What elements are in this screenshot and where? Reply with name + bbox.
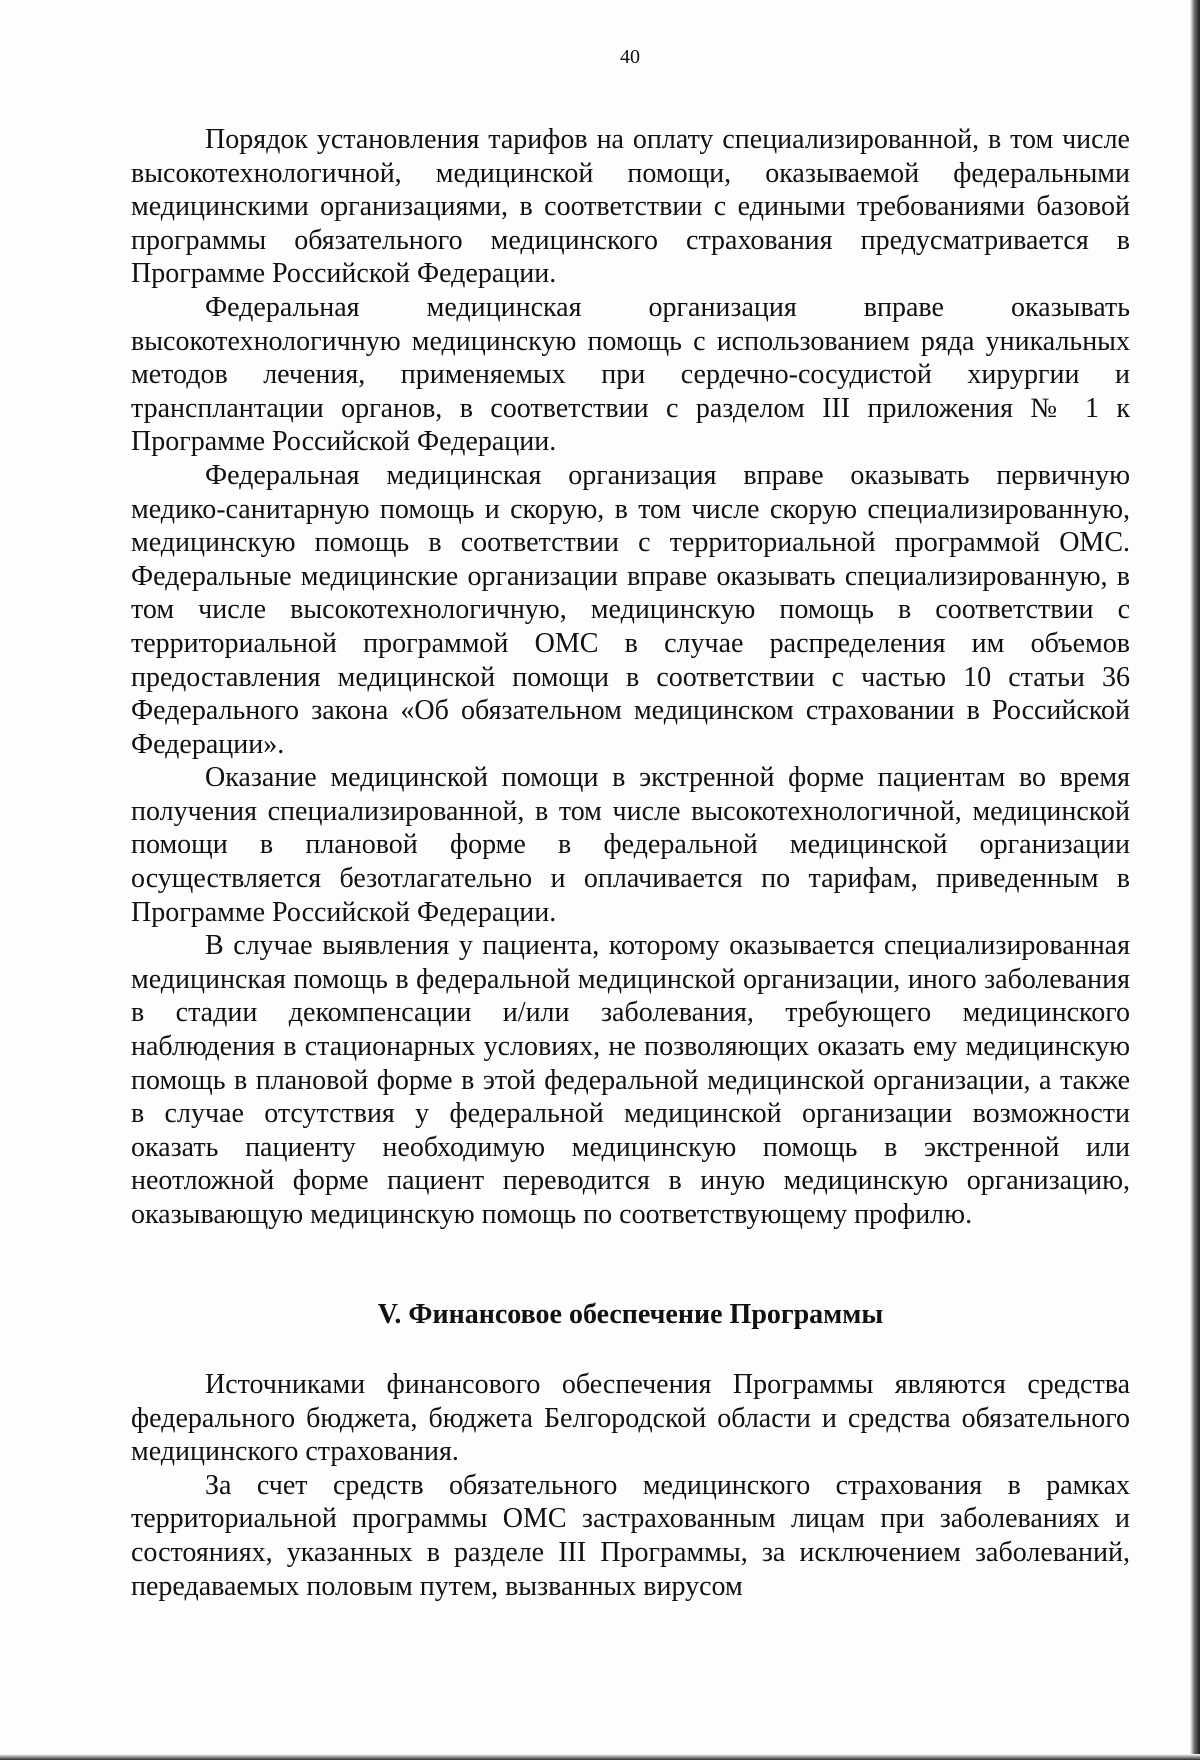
body-text — [131, 123, 1130, 1232]
paragraph-primary-care: Федеральная медицинская организация вправе оказывать первичную медико-санитарную помощь и скорую, в том числе скорую специализированную, медицинскую помощь в соответствии с территориальной программой ОМС. Федеральные медицинские организации вправе оказывать специализированную, в том числе высокотехнологичную, медицинскую помощь в соответствии с территориальной программой ОМС в случае распределения им объемов предоставления медицинской помощи в соответствии с частью 10 статьи 36 Федерального закона «Об обязательном медицинском страховании в Российской Федерации». — [131, 459, 1130, 760]
paragraph-funding-sources: Источниками финансового обеспечения Программы являются средства федерального бюджета, бюджета Белгородской области и средства обязательного медицинского страхования. — [131, 1369, 1130, 1468]
section-heading: V. Финансовое обеспечение Программы — [377, 1299, 884, 1330]
scan-bottom-shadow — [0, 1754, 1200, 1760]
page-number: 40 — [620, 46, 640, 68]
paragraph-patient-transfer: В случае выявления у пациента, которому оказывается специализированная медицинская помощь в федеральной медицинской организации, иного заболевания в стадии декомпенсации и/или заболевания, требующего медицинского наблюдения в стационарных условиях, не позволяющих оказать ему медицинскую помощь в плановой форме в этой федеральной медицинской организации, а также в случае отсутствия у федеральной медицинской организации возможности оказать пациенту необходимую медицинскую помощь в экстренной или неотложной форме пациент переводится в иную медицинскую организацию, оказывающую медицинскую помощь по соответствующему профилю. — [131, 930, 1130, 1230]
paragraph-oms-funding: За счет средств обязательного медицинского страхования в рамках территориальной программы ОМС застрахованным лицам при заболеваниях и состояниях, указанных в разделе III Программы, за исключением заболеваний, передаваемых половым путем, вызванных вирусом — [131, 1469, 1130, 1602]
paragraph-high-tech-care: Федеральная медицинская организация вправе оказывать высокотехнологичную медицинскую помощь с использованием ряда уникальных методов лечения, применяемых при сердечно-сосудистой хирургии и трансплантации органов, в соответствии с разделом III приложения № 1 к Программе Российской Федерации. — [131, 291, 1130, 458]
paragraph-tariffs: Порядок установления тарифов на оплату специализированной, в том числе высокотехнологичной, медицинской помощи, оказываемой федеральными медицинскими организациями, в соответствии с едиными требованиями базовой программы обязательного медицинского страхования предусматривается в Программе Российской Федерации. — [131, 124, 1130, 290]
scan-edge-shadow — [1190, 0, 1200, 1760]
section-body-text — [131, 1368, 1130, 1603]
paragraph-emergency-care: Оказание медицинской помощи в экстренной форме пациентам во время получения специализированной, в том числе высокотехнологичной, медицинской помощи в плановой форме в федеральной медицинской организации осуществляется безотлагательно и оплачивается по тарифам, приведенным в Программе Российской Федерации. — [131, 762, 1130, 928]
